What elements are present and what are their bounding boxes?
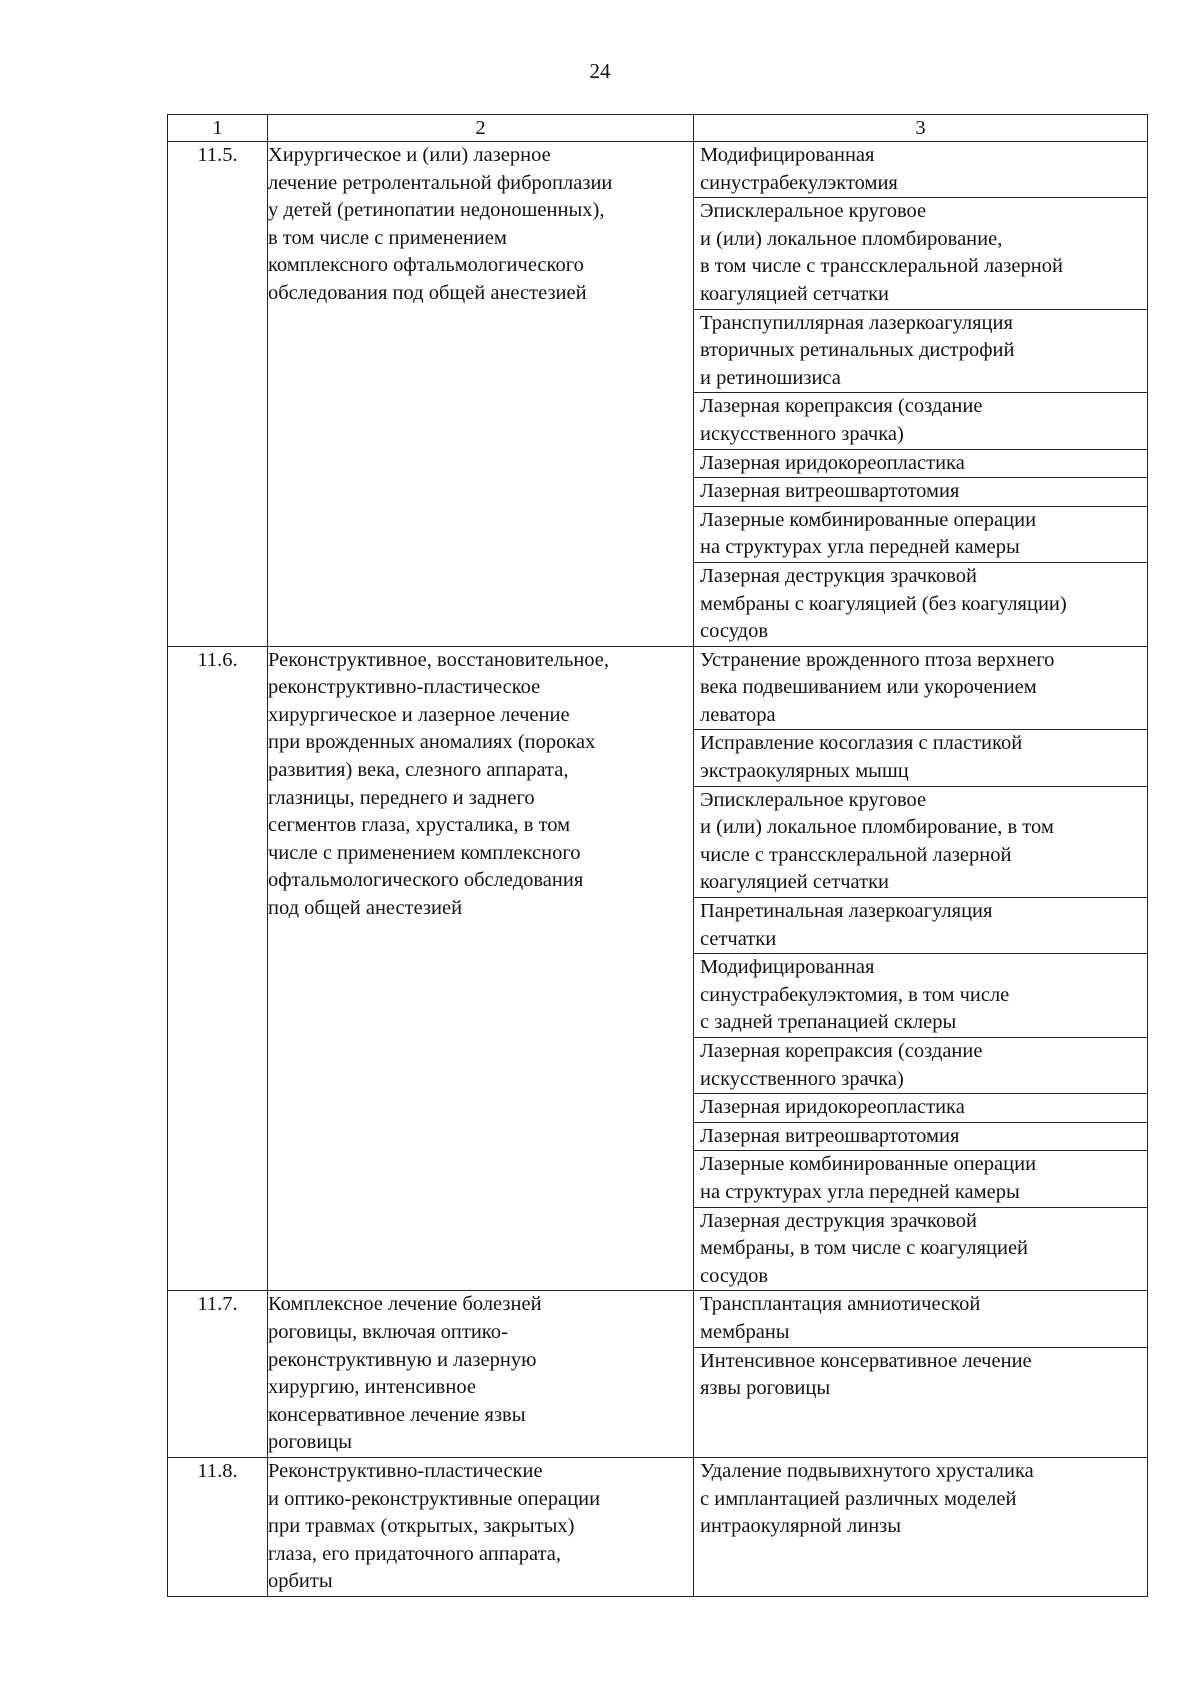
method-item: Транспупиллярная лазеркоагуляция вторичных ретинальных дистрофий и ретиношизиса bbox=[694, 310, 1147, 394]
method-item: Панретинальная лазеркоагуляция сетчатки bbox=[694, 898, 1147, 954]
method-item: Интенсивное консервативное лечение язвы роговицы bbox=[700, 1349, 1032, 1400]
row-description: Реконструктивно-пластические и оптико-реконструктивные операции при травмах (открытых, закрытых) глаза, его придаточного аппарата, орбиты bbox=[268, 1459, 601, 1593]
method-item: Лазерные комбинированные операции на структурах угла передней камеры bbox=[694, 507, 1147, 563]
method-item: Лазерная витреошвартотомия bbox=[694, 478, 1147, 507]
row-number: 11.5. bbox=[168, 142, 268, 647]
row-methods-cell bbox=[694, 1291, 1148, 1458]
page-number: 24 bbox=[589, 59, 611, 83]
row-description-cell bbox=[268, 142, 694, 647]
method-item: Лазерная иридокореопластика bbox=[694, 1094, 1147, 1123]
row-description-cell bbox=[268, 1457, 694, 1596]
table-body bbox=[168, 142, 1148, 1597]
method-item: Модифицированная синустрабекулэктомия, в том числе с задней трепанацией склеры bbox=[694, 954, 1147, 1038]
method-item: Эписклеральное круговое и (или) локальное пломбирование, в том числе с транссклеральной лазерной коагуляцией сетчатки bbox=[694, 787, 1147, 898]
method-item: Лазерные комбинированные операции на структурах угла передней камеры bbox=[694, 1151, 1147, 1207]
method-item: Лазерная иридокореопластика bbox=[694, 450, 1147, 479]
method-item: Лазерная деструкция зрачковой мембраны с коагуляцией (без коагуляции) сосудов bbox=[700, 564, 1067, 643]
row-description: Комплексное лечение болезней роговицы, включая оптико- реконструктивную и лазерную хирургию, интенсивное консервативное лечение язвы роговицы bbox=[268, 1293, 542, 1454]
header-row bbox=[168, 115, 1148, 142]
table-row bbox=[168, 1291, 1148, 1458]
row-number: 11.7. bbox=[168, 1291, 268, 1458]
method-item: Эписклеральное круговое и (или) локальное пломбирование, в том числе с транссклеральной лазерной коагуляцией сетчатки bbox=[694, 198, 1147, 309]
method-item: Устранение врожденного птоза верхнего века подвешиванием или укорочением леватора bbox=[694, 647, 1147, 731]
table-row bbox=[168, 1457, 1148, 1596]
column-header-3: 3 bbox=[694, 115, 1148, 142]
row-methods-cell bbox=[694, 142, 1148, 647]
column-header-1: 1 bbox=[168, 115, 268, 142]
method-item: Лазерная корепраксия (создание искусственного зрачка) bbox=[694, 1038, 1147, 1094]
column-header-2: 2 bbox=[268, 115, 694, 142]
row-description: Хирургическое и (или) лазерное лечение ретролентальной фиброплазии у детей (ретинопатии недоношенных), в том числе с применением комплексного офтальмологического обследования под общей анестезией bbox=[268, 144, 613, 304]
procedures-table bbox=[167, 114, 1148, 1597]
table-row bbox=[168, 646, 1148, 1291]
table-row bbox=[168, 142, 1148, 647]
method-item: Лазерная корепраксия (создание искусственного зрачка) bbox=[694, 393, 1147, 449]
row-number: 11.8. bbox=[168, 1457, 268, 1596]
method-item: Лазерная витреошвартотомия bbox=[694, 1123, 1147, 1152]
row-description-cell bbox=[268, 1291, 694, 1458]
method-item: Трансплантация амниотической мембраны bbox=[694, 1291, 1147, 1347]
row-number: 11.6. bbox=[168, 646, 268, 1291]
row-methods-cell bbox=[694, 646, 1148, 1291]
method-item: Удаление подвывихнутого хрусталика с имплантацией различных моделей интраокулярной линзы bbox=[700, 1459, 1034, 1538]
row-description: Реконструктивное, восстановительное, реконструктивно-пластическое хирургическое и лазерное лечение при врожденных аномалиях (пороках развития) века, слезного аппарата, глазницы, переднего и заднего сегментов глаза, хрусталика, в том числе с применением комплексного офтальмологического обследования под общей анестезией bbox=[268, 648, 610, 920]
method-item: Лазерная деструкция зрачковой мембраны, в том числе с коагуляцией сосудов bbox=[700, 1209, 1029, 1287]
method-item: Модифицированная синустрабекулэктомия bbox=[694, 142, 1147, 198]
row-methods-cell bbox=[694, 1457, 1148, 1596]
row-description-cell bbox=[268, 646, 694, 1291]
method-item: Исправление косоглазия с пластикой экстраокулярных мышц bbox=[694, 730, 1147, 786]
